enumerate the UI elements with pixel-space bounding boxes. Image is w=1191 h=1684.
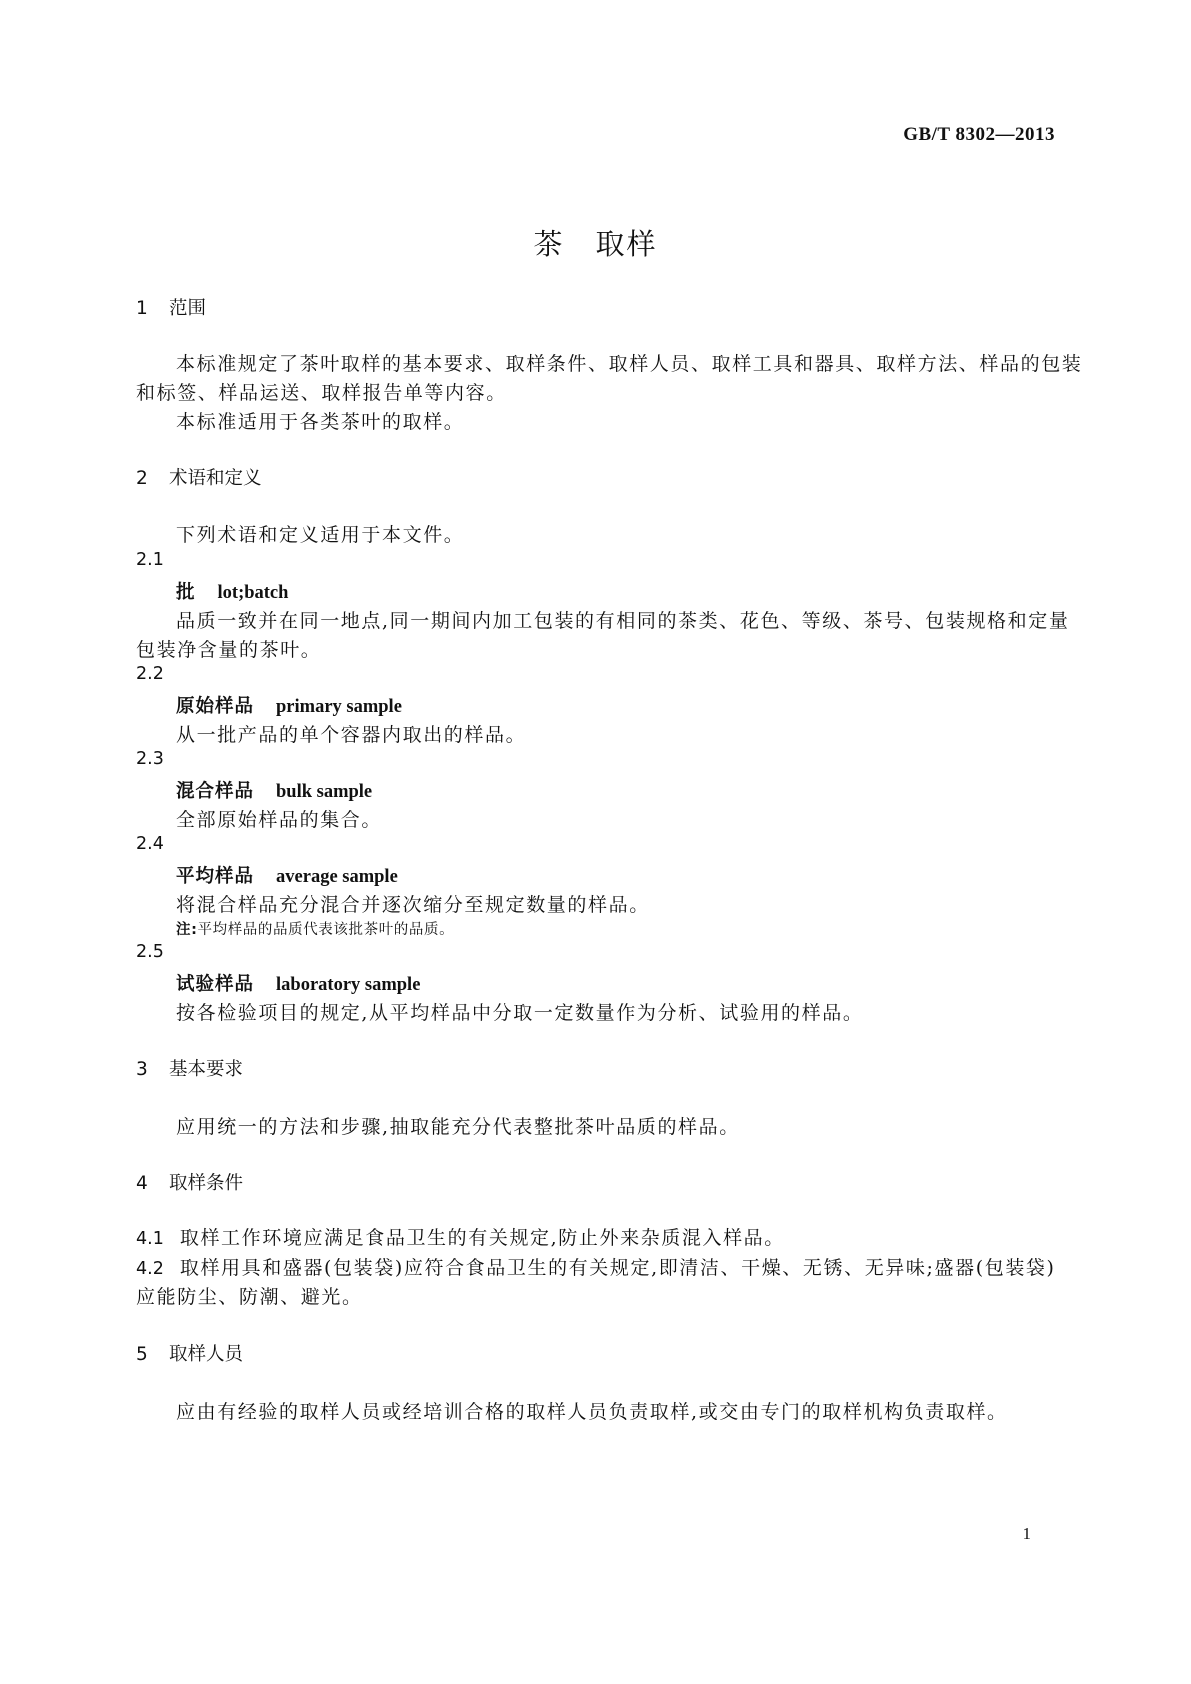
term-zh: 混合样品 <box>176 781 255 802</box>
section-title: 取样人员 <box>169 1344 244 1365</box>
section-number: 4 <box>136 1173 148 1194</box>
section-1-heading <box>136 294 206 320</box>
paragraph: 应由有经验的取样人员或经培训合格的取样人员负责取样,或交由专门的取样机构负责取样。 <box>176 1401 1008 1423</box>
document-title: 茶 取样 <box>533 227 658 261</box>
term-zh: 平均样品 <box>176 866 255 887</box>
term-en: primary sample <box>276 697 402 717</box>
term-heading <box>176 578 288 604</box>
clause-text: 取样用具和盛器(包装袋)应符合食品卫生的有关规定,即清洁、干燥、无锈、无异味;盛器(包装袋) <box>179 1257 1056 1279</box>
clause-continuation: 应能防尘、防潮、避光。 <box>136 1286 363 1308</box>
section-number: 5 <box>136 1344 148 1365</box>
term-zh: 批 <box>176 582 196 603</box>
note-label: 注: <box>176 922 198 938</box>
paragraph: 下列术语和定义适用于本文件。 <box>176 524 465 546</box>
term-number: 2.2 <box>136 664 164 684</box>
clause-4-2 <box>136 1253 1056 1280</box>
note <box>176 918 454 939</box>
section-4-heading <box>136 1169 243 1195</box>
term-heading <box>176 862 398 888</box>
term-number: 2.5 <box>136 942 164 962</box>
term-definition: 品质一致并在同一地点,同一期间内加工包装的有相同的茶类、花色、等级、茶号、包装规格和定量 <box>176 610 1070 632</box>
term-definition: 按各检验项目的规定,从平均样品中分取一定数量作为分析、试验用的样品。 <box>176 1002 864 1024</box>
term-zh: 试验样品 <box>176 974 255 995</box>
section-title: 基本要求 <box>169 1059 244 1080</box>
term-heading <box>176 692 402 718</box>
term-number: 2.4 <box>136 834 164 854</box>
clause-4-1 <box>136 1223 785 1250</box>
section-title: 范围 <box>169 298 207 319</box>
section-number: 1 <box>136 298 148 319</box>
term-heading <box>176 777 372 803</box>
section-2-heading <box>136 464 262 490</box>
clause-number: 4.1 <box>136 1229 164 1249</box>
paragraph: 本标准规定了茶叶取样的基本要求、取样条件、取样人员、取样工具和器具、取样方法、样品的包装 <box>176 353 1083 375</box>
page-number: 1 <box>1022 1524 1031 1543</box>
term-definition: 全部原始样品的集合。 <box>176 809 383 831</box>
standard-code: GB/T 8302—2013 <box>903 124 1055 145</box>
term-definition-continuation: 包装净含量的茶叶。 <box>136 639 322 661</box>
section-number: 3 <box>136 1059 148 1080</box>
section-number: 2 <box>136 468 148 489</box>
term-number: 2.3 <box>136 749 164 769</box>
term-zh: 原始样品 <box>176 696 255 717</box>
paragraph: 本标准适用于各类茶叶的取样。 <box>176 411 465 433</box>
term-definition: 将混合样品充分混合并逐次缩分至规定数量的样品。 <box>176 894 650 916</box>
paragraph: 应用统一的方法和步骤,抽取能充分代表整批茶叶品质的样品。 <box>176 1116 740 1138</box>
section-title: 取样条件 <box>169 1173 244 1194</box>
section-5-heading <box>136 1340 243 1366</box>
term-definition: 从一批产品的单个容器内取出的样品。 <box>176 724 527 746</box>
section-3-heading <box>136 1055 243 1081</box>
paragraph-continuation: 和标签、样品运送、取样报告单等内容。 <box>136 382 507 404</box>
section-title: 术语和定义 <box>169 468 262 489</box>
term-heading <box>176 970 420 996</box>
note-text: 平均样品的品质代表该批茶叶的品质。 <box>197 922 455 938</box>
term-en: bulk sample <box>276 782 373 802</box>
clause-text: 取样工作环境应满足食品卫生的有关规定,防止外来杂质混入样品。 <box>179 1227 785 1249</box>
clause-number: 4.2 <box>136 1259 164 1279</box>
term-number: 2.1 <box>136 550 164 570</box>
term-en: lot;batch <box>217 583 289 603</box>
term-en: average sample <box>276 867 398 887</box>
term-en: laboratory sample <box>276 975 421 995</box>
